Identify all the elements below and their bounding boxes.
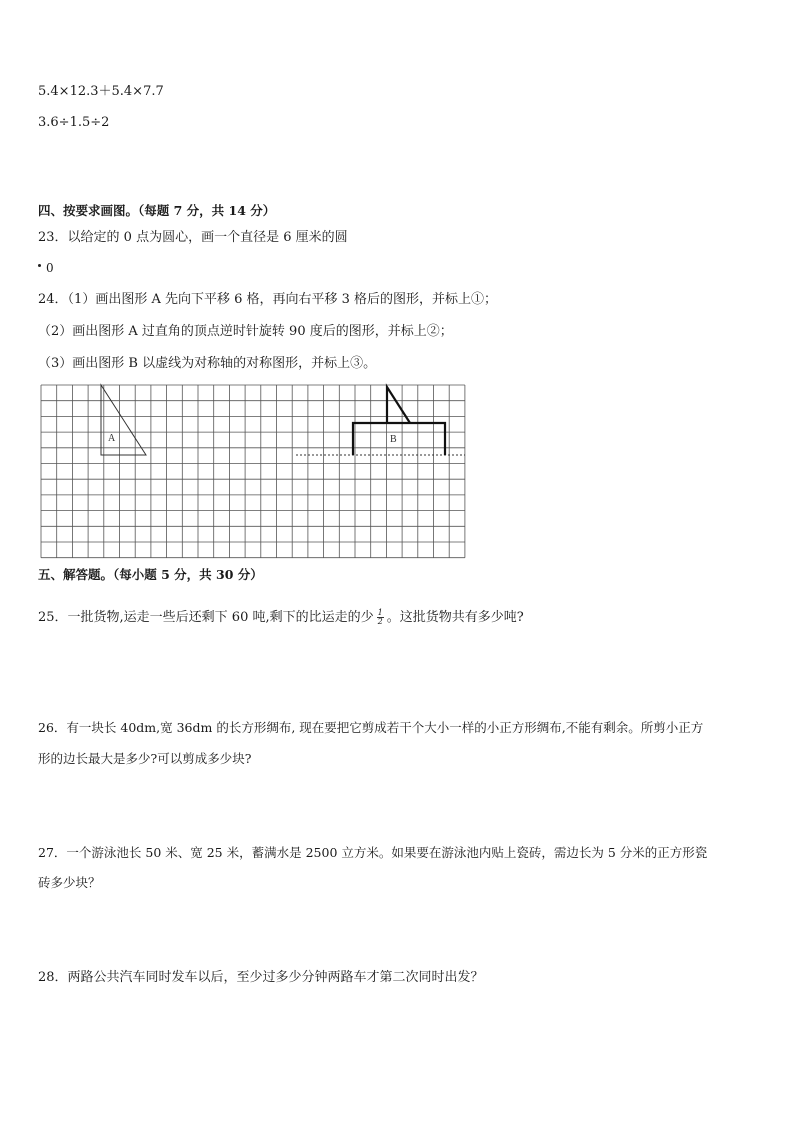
shape-a-label: A — [108, 433, 116, 444]
fraction-numerator: 1 — [377, 608, 383, 617]
shape-a-triangle — [101, 385, 146, 455]
expression-1: 5.4×12.3＋5.4×7.7 — [38, 84, 164, 99]
grid-figure — [38, 383, 468, 563]
question-27-line-1: 27．一个游泳池长 50 米、宽 25 米，蓄满水是 2500 立方米。如果要在游泳池内贴上瓷砖，需边长为 5 分米的正方形瓷 — [38, 845, 708, 860]
shape-b-label: B — [390, 434, 397, 445]
fraction-denominator: 2 — [377, 617, 383, 626]
question-28: 28．两路公共汽车同时发车以后，至少过多少分钟两路车才第二次同时出发？ — [38, 970, 484, 985]
section-5-heading: 五、解答题。（每小题 5 分，共 30 分） — [38, 567, 263, 582]
center-point-dot — [38, 264, 41, 267]
question-24-part-1: 24．（1）画出图形 A 先向下平移 6 格，再向右平移 3 格后的图形，并标上①； — [38, 292, 498, 307]
question-23: 23．以给定的 0 点为圆心，画一个直径是 6 厘米的圆 — [38, 230, 348, 245]
center-point-label: 0 — [46, 261, 54, 275]
expression-2: 3.6÷1.5÷2 — [38, 115, 110, 130]
question-25-text: 25．一批货物,运走一些后还剩下 60 吨,剩下的比运走的少 — [38, 610, 374, 625]
question-24-part-3: （3）画出图形 B 以虚线为对称轴的对称图形，并标上③。 — [38, 356, 377, 371]
question-26-line-1: 26．有一块长 40dm,宽 36dm 的长方形绸布, 现在要把它剪成若干个大小一样的小正方形绸布,不能有剩余。所剪小正方 — [38, 720, 704, 735]
question-27-line-2: 砖多少块？ — [38, 875, 101, 890]
shape-b-base — [353, 423, 445, 455]
fraction-one-half — [377, 609, 384, 626]
section-4-heading: 四、按要求画图。（每题 7 分，共 14 分） — [38, 203, 276, 218]
question-26-line-2: 形的边长最大是多少?可以剪成多少块? — [38, 751, 252, 766]
question-25-question: 。这批货物共有多少吨? — [386, 610, 524, 625]
question-24-part-2: （2）画出图形 A 过直角的顶点逆时针旋转 90 度后的图形，并标上②； — [38, 324, 453, 339]
shape-b-flag — [387, 387, 410, 423]
question-25 — [38, 609, 524, 626]
